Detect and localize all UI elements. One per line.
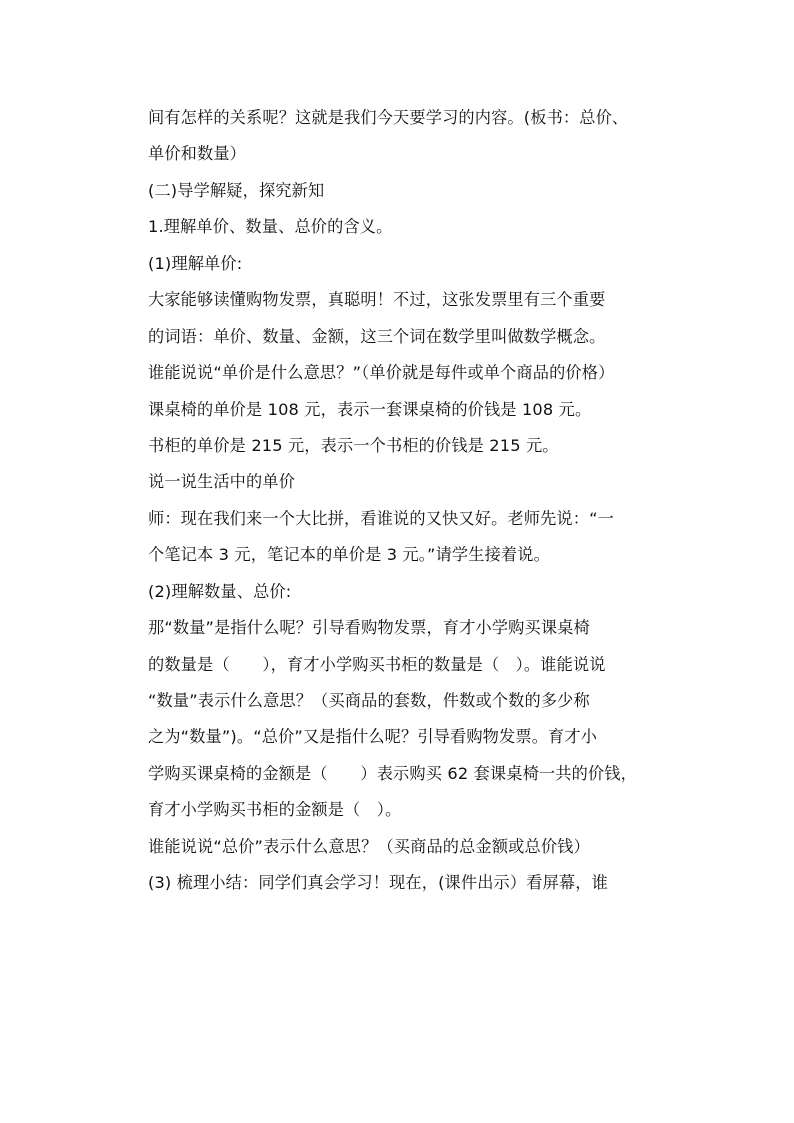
subsection-heading: 1.理解单价、数量、总价的含义。 — [148, 217, 393, 237]
section-heading: (二)导学解疑，探究新知 — [148, 180, 325, 200]
text-line: 间有怎样的关系呢？这就是我们今天要学习的内容。(板书：总价、 — [148, 108, 629, 127]
text-line: 谁能说说“总价”表示什么意思？（买商品的总金额或总价钱） — [148, 836, 590, 856]
text-line: 育才小学购买书柜的金额是（ ）。 — [148, 800, 402, 820]
text-line: 大家能够读懂购物发票，真聪明！不过，这张发票里有三个重要 — [148, 290, 606, 310]
subsection-heading: (2)理解数量、总价: — [148, 581, 292, 601]
subsection-heading: (1)理解单价: — [148, 253, 243, 273]
text-line: 个笔记本 3 元，笔记本的单价是 3 元。”请学生接着说。 — [148, 545, 550, 565]
text-line: 师：现在我们来一个大比拼，看谁说的又快又好。老师先说：“一 — [148, 508, 614, 528]
text-line: 单价和数量） — [148, 144, 247, 164]
document-body — [148, 100, 678, 902]
text-line: 课桌椅的单价是 108 元，表示一套课桌椅的价钱是 108 元。 — [148, 399, 592, 419]
text-line: 说一说生活中的单价 — [148, 472, 296, 492]
text-line: 谁能说说“单价是什么意思？”（单价就是每件或单个商品的价格） — [148, 363, 615, 383]
text-line: (3) 梳理小结：同学们真会学习！现在，(课件出示）看屏幕，谁 — [148, 873, 608, 893]
text-line: 学购买课桌椅的金额是（ ）表示购买 62 套课桌椅一共的价钱， — [148, 763, 637, 783]
text-line: 的数量是（ ），育才小学购买书柜的数量是（ ）。谁能说说 — [148, 654, 606, 674]
text-line: 那“数量”是指什么呢？引导看购物发票，育才小学购买课桌椅 — [148, 618, 590, 638]
text-line: 书柜的单价是 215 元，表示一个书柜的价钱是 215 元。 — [148, 435, 559, 455]
text-line: “数量”表示什么意思？（买商品的套数，件数或个数的多少称 — [148, 691, 590, 710]
text-line: 的词语：单价、数量、金额，这三个词在数学里叫做数学概念。 — [148, 326, 606, 346]
text-line: 之为“数量”)。“总价”又是指什么呢？引导看购物发票。育才小 — [148, 727, 598, 747]
